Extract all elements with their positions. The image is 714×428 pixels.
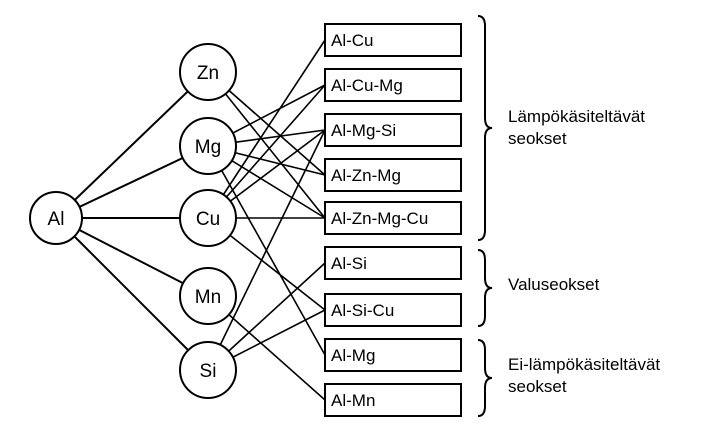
element-node-si bbox=[180, 342, 236, 398]
alloy-box-al-mg bbox=[325, 339, 461, 371]
alloy-box-al-cu bbox=[325, 24, 461, 56]
group-label-heat-treatable: Lämpökäsiteltävät seokset bbox=[508, 107, 646, 148]
alloy-boxes bbox=[325, 24, 461, 416]
bracket-casting bbox=[478, 250, 492, 326]
alloy-box-al-zn-mg bbox=[325, 159, 461, 191]
group-brackets bbox=[478, 16, 492, 416]
alloy-box-al-si bbox=[325, 247, 461, 279]
alloy-label-al-mg: Al-Mg bbox=[331, 346, 376, 365]
element-label-cu: Cu bbox=[195, 209, 221, 230]
element-label-si: Si bbox=[199, 361, 217, 382]
alloy-box-al-si-cu bbox=[325, 294, 461, 326]
alloy-label-al-si-cu: Al-Si-Cu bbox=[331, 301, 395, 320]
alloy-box-al-mg-si bbox=[325, 114, 461, 146]
alloy-label-al-cu: Al-Cu bbox=[331, 31, 374, 50]
element-label-zn: Zn bbox=[196, 63, 220, 84]
root-node-al bbox=[30, 192, 82, 244]
alloy-label-al-zn-mg-cu: Al-Zn-Mg-Cu bbox=[331, 209, 429, 228]
alloy-label-al-mg-si: Al-Mg-Si bbox=[331, 121, 397, 140]
element-node-mn bbox=[180, 268, 236, 324]
group-label-non-heat-treatable: Ei-lämpökäsiteltävät seokset bbox=[508, 355, 661, 396]
alloy-label-al-mn: Al-Mn bbox=[331, 391, 376, 410]
group-label-casting: Valuseokset bbox=[508, 275, 600, 294]
element-label-mn: Mn bbox=[194, 287, 222, 308]
alloy-label-al-zn-mg: Al-Zn-Mg bbox=[331, 166, 401, 185]
bracket-heat-treatable bbox=[478, 16, 492, 240]
alloy-label-al-si: Al-Si bbox=[331, 254, 367, 273]
alloy-box-al-cu-mg bbox=[325, 69, 461, 101]
alloy-box-al-zn-mg-cu bbox=[325, 202, 461, 234]
element-label-mg: Mg bbox=[194, 137, 222, 158]
bracket-non-heat-treatable bbox=[478, 340, 492, 416]
element-node-cu bbox=[180, 190, 236, 246]
group-labels bbox=[508, 107, 660, 396]
element-node-mg bbox=[180, 118, 236, 174]
root-label: Al bbox=[47, 209, 65, 230]
alloy-box-al-mn bbox=[325, 384, 461, 416]
alloy-label-al-cu-mg: Al-Cu-Mg bbox=[331, 76, 403, 95]
element-node-zn bbox=[180, 44, 236, 100]
